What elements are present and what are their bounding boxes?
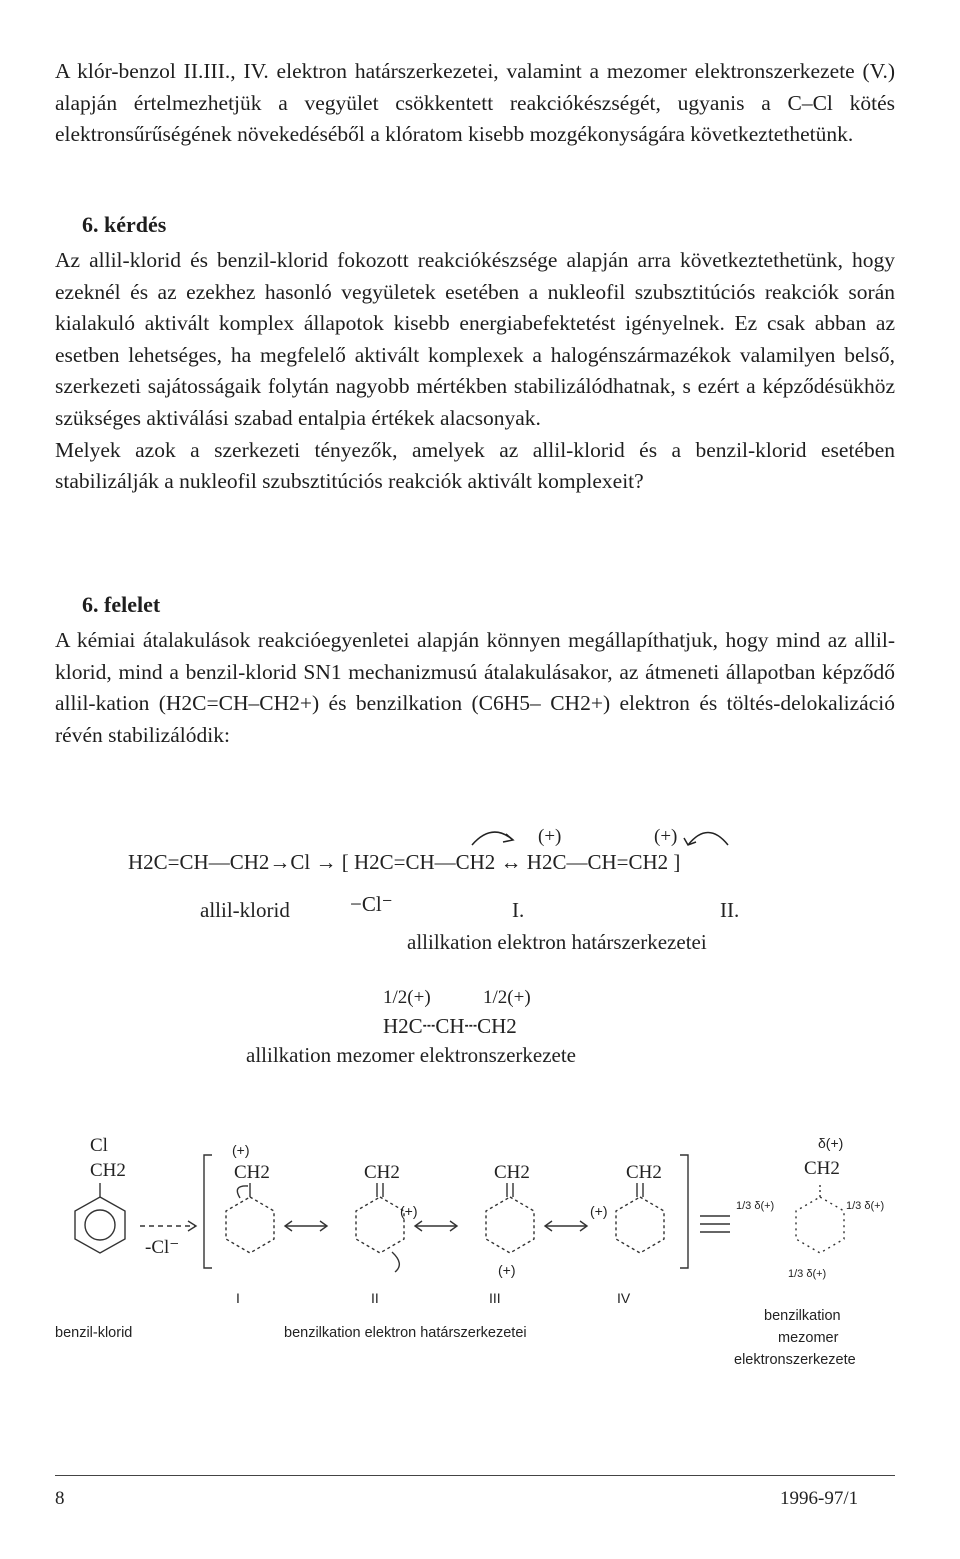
issue-number: 1996-97/1 [780, 1488, 859, 1509]
half-charge-2: 1/2(+) [483, 987, 531, 1008]
benzyl-ch2: CH2 [90, 1160, 126, 1181]
third-left: 1/3 δ(+) [736, 1200, 775, 1212]
page-number: 8 [55, 1488, 65, 1509]
question-heading: 6. kérdés [82, 212, 167, 237]
question-paragraph-1: Az allil-klorid és benzil-klorid fokozott reakciókészsége alapján arra következtethetünk, hogy ezeknél és az ezekhez hasonló vegyületek esetében a nukleofil szubsztitúciós reakciók során kialakuló aktivált komplex állapotok kisebb energiabefektetést igényelnek. Ez csak abban az esetben lehetséges, ha megfelelő aktivált komplexek a halogénszármazékok valamilyen belső, szerkezeti sajátosságaik folytán nagyobb mértékben stabilizálódhatnak, s ezért a képződésükhöz szükséges aktiválási szabad entalpia értékek alacsonyak. [55, 248, 895, 430]
benzyl-chloride-label: benzil-klorid [55, 1325, 133, 1341]
mesomer-label-1: benzilkation [764, 1308, 841, 1324]
intro-paragraph: A klór-benzol II.III., IV. elektron határszerkezetei, valamint a mezomer elektronszerkezete (V.) alapján értelmezhetjük a vegyület csökkentett reakciókészségét, ugyanis a C–Cl kötés elektronsűrűségének növekedéséből a klóratom kisebb mozgékonyságára következtethetünk. [55, 59, 895, 147]
allyl-delocalized: H2C┄CH┄CH2 [383, 1014, 517, 1038]
ch2-mesomer: CH2 [804, 1158, 840, 1179]
roman-III: III [489, 1290, 501, 1306]
charge-III: (+) [498, 1262, 516, 1278]
roman-I: I. [512, 898, 525, 922]
allyl-charge-1: (+) [538, 826, 562, 847]
allyl-equation: H2C=CH—CH2→Cl → [ H2C=CH—CH2 ↔ H2C—CH=CH2 ] [128, 850, 681, 874]
ch2-III: CH2 [494, 1162, 530, 1183]
delta-top: δ(+) [818, 1135, 844, 1151]
charge-IV: (+) [590, 1203, 608, 1219]
charge-II: (+) [400, 1203, 418, 1219]
benzyl-cl: Cl [90, 1135, 108, 1156]
allyl-caption-2: allilkation mezomer elektronszerkezete [246, 1043, 577, 1067]
question-paragraph-2: Melyek azok a szerkezeti tényezők, amelyek az allil-klorid és a benzil-klorid esetében stabilizálják a nukleofil szubsztitúciós reakciók aktivált komplexeit? [55, 437, 895, 494]
allyl-charge-2: (+) [654, 826, 678, 847]
roman-IV: IV [617, 1290, 631, 1306]
answer-heading: 6. felelet [82, 592, 161, 617]
roman-II: II [371, 1290, 379, 1306]
benzyl-leaving: -Cl⁻ [145, 1237, 180, 1258]
roman-I: I [236, 1290, 240, 1306]
mesomer-label-3: elektronszerkezete [734, 1352, 856, 1368]
third-right: 1/3 δ(+) [846, 1200, 885, 1212]
ch2-IV: CH2 [626, 1162, 662, 1183]
charge-I: (+) [232, 1142, 250, 1158]
footer-rule [55, 1475, 895, 1476]
third-bottom: 1/3 δ(+) [788, 1268, 827, 1280]
ch2-I: CH2 [234, 1162, 270, 1183]
allyl-chloride-label: allil-klorid [200, 898, 290, 922]
benzyl-resonance-label: benzilkation elektron határszerkezetei [284, 1325, 527, 1341]
answer-paragraph: A kémiai átalakulások reakcióegyenletei alapján könnyen megállapíthatjuk, hogy mind az allil-klorid, mind a benzil-klorid SN1 mechanizmusú átalakulásakor, az átmeneti állapotban képződő allil-kation (H2C=CH–CH2+) és benzilkation (C6H5– CH2+) elektron és töltés-delokalizáció révén stabilizálódik: [55, 628, 895, 747]
allyl-caption-1: allilkation elektron határszerkezetei [407, 930, 707, 954]
leaving-chloride: −Cl⁻ [350, 892, 393, 916]
half-charge-1: 1/2(+) [383, 987, 431, 1008]
mesomer-label-2: mezomer [778, 1330, 839, 1346]
roman-II: II. [720, 898, 740, 922]
ch2-II: CH2 [364, 1162, 400, 1183]
